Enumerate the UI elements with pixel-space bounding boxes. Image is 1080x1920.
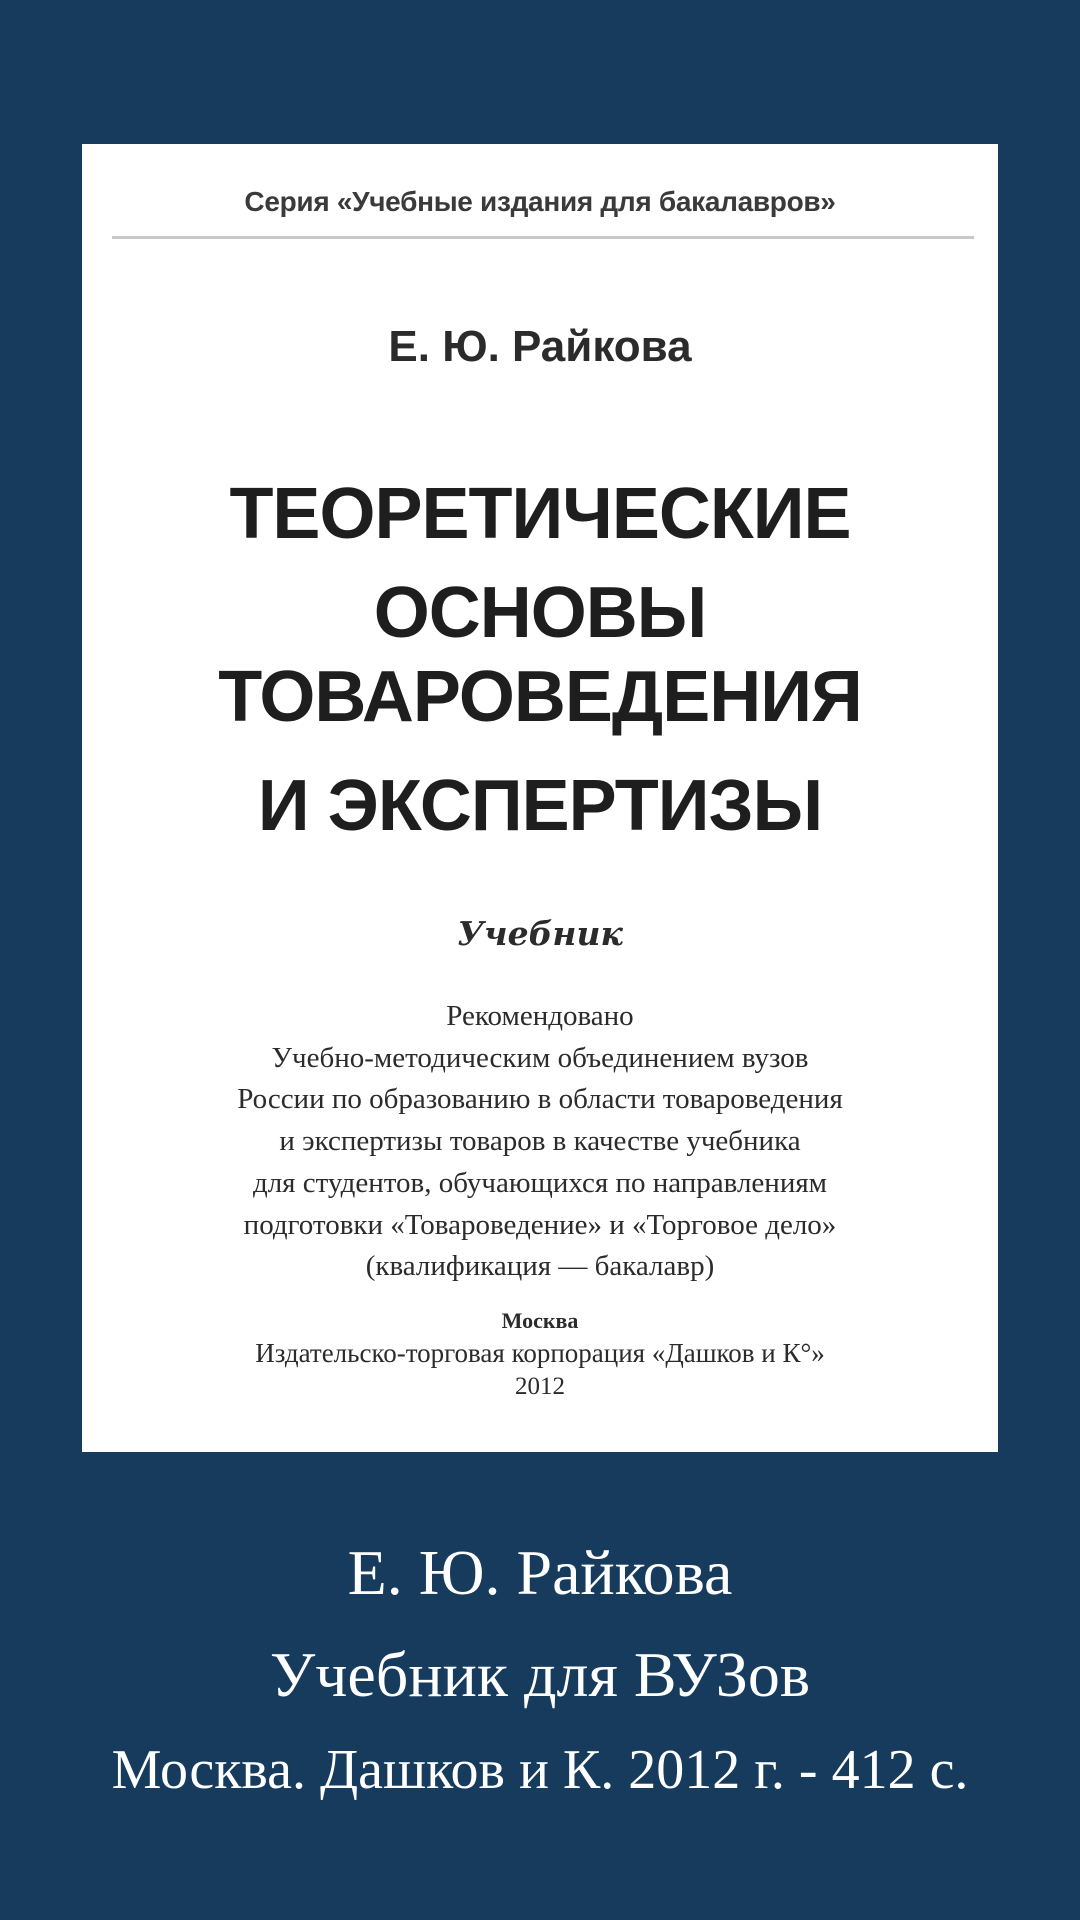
book-title-line-2: ОСНОВЫ [373, 573, 707, 653]
recommendation-line: подготовки «Товароведение» и «Торговое дело» [243, 1208, 837, 1241]
book-cover-page [82, 144, 998, 1452]
caption-book-type: Учебник для ВУЗов [269, 1639, 811, 1710]
recommendation-line: для студентов, обучающихся по направлениям [252, 1166, 828, 1199]
imprint-year: 2012 [515, 1373, 565, 1400]
cover-author: Е. Ю. Райкова [388, 322, 692, 371]
imprint-city: Москва [501, 1308, 579, 1333]
imprint-publisher: Издательско-торговая корпорация «Дашков и К°» [255, 1338, 825, 1368]
caption-author: Е. Ю. Райкова [347, 1537, 733, 1608]
series-divider [112, 236, 974, 239]
book-title-line-1: ТЕОРЕТИЧЕСКИЕ [229, 474, 851, 554]
book-title-line-4: И ЭКСПЕРТИЗЫ [257, 766, 823, 846]
recommendation-line: и экспертизы товаров в качестве учебника [279, 1125, 801, 1158]
recommendation-line: России по образованию в области товароведения [237, 1083, 843, 1116]
recommendation-block [82, 996, 998, 1288]
recommendation-line: Учебно-методическим объединением вузов [271, 1041, 809, 1074]
book-genre: Учебник [457, 914, 623, 953]
recommendation-line: (квалификация — бакалавр) [365, 1250, 715, 1283]
recommendation-line: Рекомендовано [446, 1000, 634, 1032]
imprint-block [82, 1304, 998, 1403]
series-title: Серия «Учебные издания для бакалавров» [244, 186, 836, 217]
caption-publication-details: Москва. Дашков и К. 2012 г. - 412 с. [111, 1739, 969, 1801]
book-title-line-3: ТОВАРОВЕДЕНИЯ [218, 657, 862, 737]
